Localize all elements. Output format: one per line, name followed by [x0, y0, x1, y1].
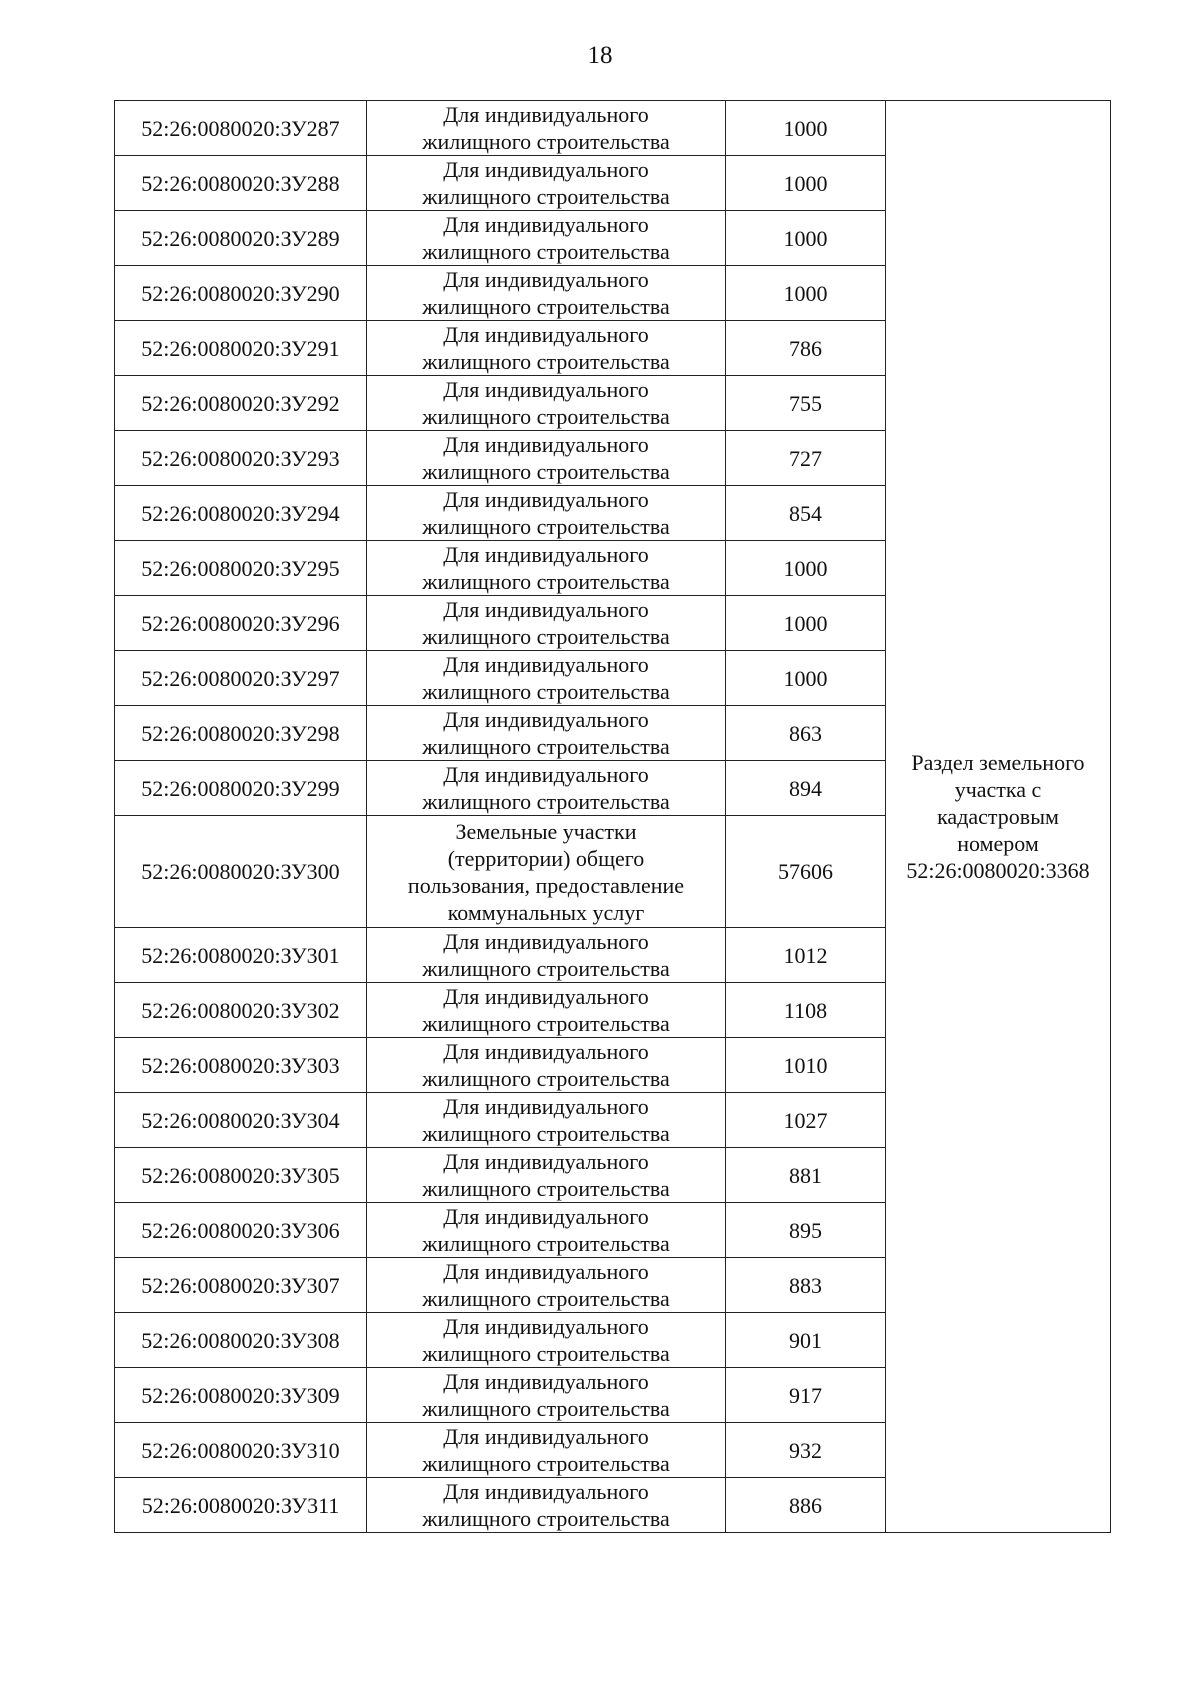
land-use-line: Для индивидуального — [443, 1039, 649, 1064]
land-use-line: жилищного строительства — [422, 184, 670, 209]
land-use-line: жилищного строительства — [422, 734, 670, 759]
cadastral-number-cell: 52:26:0080020:ЗУ304 — [115, 1093, 367, 1148]
area-cell: 1000 — [726, 541, 886, 596]
area-cell: 863 — [726, 706, 886, 761]
cadastral-number-cell: 52:26:0080020:ЗУ307 — [115, 1258, 367, 1313]
land-use-line: жилищного строительства — [422, 1451, 670, 1476]
land-use-line: Для индивидуального — [443, 212, 649, 237]
land-use-line: жилищного строительства — [422, 239, 670, 264]
cadastral-number-cell: 52:26:0080020:ЗУ302 — [115, 983, 367, 1038]
land-use-line: жилищного строительства — [422, 1066, 670, 1091]
land-use-cell — [367, 1313, 726, 1368]
cadastral-number-cell: 52:26:0080020:ЗУ290 — [115, 266, 367, 321]
land-use-cell — [367, 1093, 726, 1148]
land-use-line: Для индивидуального — [443, 1094, 649, 1119]
cadastral-number-cell: 52:26:0080020:ЗУ287 — [115, 101, 367, 156]
land-use-line: Для индивидуального — [443, 707, 649, 732]
land-use-cell — [367, 1148, 726, 1203]
cadastral-number-cell: 52:26:0080020:ЗУ289 — [115, 211, 367, 266]
land-use-line: Для индивидуального — [443, 652, 649, 677]
cadastral-number-cell: 52:26:0080020:ЗУ299 — [115, 761, 367, 816]
land-use-line: Для индивидуального — [443, 267, 649, 292]
parcels-table — [114, 100, 1111, 1533]
area-cell: 1027 — [726, 1093, 886, 1148]
land-use-line: Для индивидуального — [443, 1204, 649, 1229]
area-cell: 901 — [726, 1313, 886, 1368]
land-use-line: жилищного строительства — [422, 1121, 670, 1146]
cadastral-number-cell: 52:26:0080020:ЗУ301 — [115, 928, 367, 983]
note-line: участка с — [954, 777, 1042, 802]
area-cell: 1000 — [726, 266, 886, 321]
land-use-line: Для индивидуального — [443, 1424, 649, 1449]
cadastral-number-cell: 52:26:0080020:ЗУ296 — [115, 596, 367, 651]
land-use-cell — [367, 321, 726, 376]
land-use-line: жилищного строительства — [422, 404, 670, 429]
land-use-line: Для индивидуального — [443, 157, 649, 182]
area-cell: 854 — [726, 486, 886, 541]
note-line: кадастровым — [937, 804, 1059, 829]
land-use-line: Для индивидуального — [443, 597, 649, 622]
land-use-cell — [367, 596, 726, 651]
land-use-cell — [367, 101, 726, 156]
land-use-line: Для индивидуального — [443, 1479, 649, 1504]
cadastral-number-cell: 52:26:0080020:ЗУ288 — [115, 156, 367, 211]
cadastral-number-cell: 52:26:0080020:ЗУ292 — [115, 376, 367, 431]
land-use-line: Для индивидуального — [443, 1259, 649, 1284]
land-use-line: жилищного строительства — [422, 789, 670, 814]
area-cell: 917 — [726, 1368, 886, 1423]
cadastral-number-cell: 52:26:0080020:ЗУ305 — [115, 1148, 367, 1203]
land-use-line: Для индивидуального — [443, 1369, 649, 1394]
land-use-line: жилищного строительства — [422, 294, 670, 319]
cadastral-number-cell: 52:26:0080020:ЗУ306 — [115, 1203, 367, 1258]
area-cell: 1000 — [726, 651, 886, 706]
area-cell: 786 — [726, 321, 886, 376]
land-use-line: (территории) общего — [447, 845, 645, 871]
land-use-cell — [367, 376, 726, 431]
land-use-cell — [367, 706, 726, 761]
cadastral-number-cell: 52:26:0080020:ЗУ308 — [115, 1313, 367, 1368]
land-use-line: жилищного строительства — [422, 956, 670, 981]
land-use-cell — [367, 761, 726, 816]
land-use-line: Земельные участки — [455, 818, 637, 844]
area-cell: 1010 — [726, 1038, 886, 1093]
cadastral-number-cell: 52:26:0080020:ЗУ300 — [115, 816, 367, 928]
land-use-cell — [367, 1258, 726, 1313]
cadastral-number-cell: 52:26:0080020:ЗУ297 — [115, 651, 367, 706]
land-use-line: жилищного строительства — [422, 1231, 670, 1256]
land-use-cell — [367, 928, 726, 983]
land-use-line: жилищного строительства — [422, 1176, 670, 1201]
land-use-cell — [367, 651, 726, 706]
area-cell: 886 — [726, 1478, 886, 1533]
land-use-line: Для индивидуального — [443, 322, 649, 347]
cadastral-number-cell: 52:26:0080020:ЗУ310 — [115, 1423, 367, 1478]
land-use-cell — [367, 266, 726, 321]
parcels-table-body — [115, 101, 1111, 1533]
cadastral-number-cell: 52:26:0080020:ЗУ294 — [115, 486, 367, 541]
area-cell: 57606 — [726, 816, 886, 928]
land-use-line: коммунальных услуг — [447, 899, 645, 925]
note-line: номером — [957, 831, 1039, 856]
area-cell: 1000 — [726, 156, 886, 211]
area-cell: 1000 — [726, 211, 886, 266]
area-cell: 1012 — [726, 928, 886, 983]
area-cell: 1000 — [726, 101, 886, 156]
land-use-line: Для индивидуального — [443, 432, 649, 457]
land-use-cell — [367, 1478, 726, 1533]
land-use-cell — [367, 816, 726, 928]
land-use-cell — [367, 1423, 726, 1478]
cadastral-number-cell: 52:26:0080020:ЗУ309 — [115, 1368, 367, 1423]
land-use-cell — [367, 1038, 726, 1093]
cadastral-number-cell: 52:26:0080020:ЗУ311 — [115, 1478, 367, 1533]
land-use-line: жилищного строительства — [422, 514, 670, 539]
land-use-line: жилищного строительства — [422, 569, 670, 594]
area-cell: 932 — [726, 1423, 886, 1478]
land-use-cell — [367, 211, 726, 266]
land-use-line: жилищного строительства — [422, 1341, 670, 1366]
area-cell: 727 — [726, 431, 886, 486]
land-use-cell — [367, 1203, 726, 1258]
land-use-line: жилищного строительства — [422, 129, 670, 154]
land-use-cell — [367, 431, 726, 486]
land-use-line: жилищного строительства — [422, 679, 670, 704]
cadastral-number-cell: 52:26:0080020:ЗУ295 — [115, 541, 367, 596]
land-use-line: жилищного строительства — [422, 1396, 670, 1421]
cadastral-number-cell: 52:26:0080020:ЗУ303 — [115, 1038, 367, 1093]
land-use-cell — [367, 541, 726, 596]
land-use-line: Для индивидуального — [443, 762, 649, 787]
land-use-line: Для индивидуального — [443, 487, 649, 512]
land-use-line: Для индивидуального — [443, 1149, 649, 1174]
land-use-line: жилищного строительства — [422, 1011, 670, 1036]
land-use-line: жилищного строительства — [422, 1506, 670, 1531]
page-number: 18 — [587, 42, 613, 69]
land-use-line: пользования, предоставление — [407, 872, 685, 898]
cadastral-number-cell: 52:26:0080020:ЗУ298 — [115, 706, 367, 761]
land-use-line: жилищного строительства — [422, 459, 670, 484]
area-cell: 894 — [726, 761, 886, 816]
land-use-cell — [367, 156, 726, 211]
land-use-line: Для индивидуального — [443, 1314, 649, 1339]
land-use-line: Для индивидуального — [443, 542, 649, 567]
land-use-line: жилищного строительства — [422, 1286, 670, 1311]
land-use-cell — [367, 1368, 726, 1423]
area-cell: 755 — [726, 376, 886, 431]
note-line: Раздел земельного — [911, 750, 1085, 775]
area-cell: 881 — [726, 1148, 886, 1203]
area-cell: 1108 — [726, 983, 886, 1038]
land-use-line: Для индивидуального — [443, 929, 649, 954]
area-cell: 895 — [726, 1203, 886, 1258]
table-row — [115, 101, 1111, 156]
cadastral-number-cell: 52:26:0080020:ЗУ293 — [115, 431, 367, 486]
cadastral-number-cell: 52:26:0080020:ЗУ291 — [115, 321, 367, 376]
land-use-line: Для индивидуального — [443, 984, 649, 1009]
area-cell: 883 — [726, 1258, 886, 1313]
land-use-cell — [367, 983, 726, 1038]
note-line: 52:26:0080020:3368 — [906, 858, 1090, 883]
area-cell: 1000 — [726, 596, 886, 651]
land-use-line: жилищного строительства — [422, 349, 670, 374]
land-use-cell — [367, 486, 726, 541]
land-use-line: жилищного строительства — [422, 624, 670, 649]
land-use-line: Для индивидуального — [443, 102, 649, 127]
land-use-line: Для индивидуального — [443, 377, 649, 402]
note-cell — [886, 101, 1111, 1533]
